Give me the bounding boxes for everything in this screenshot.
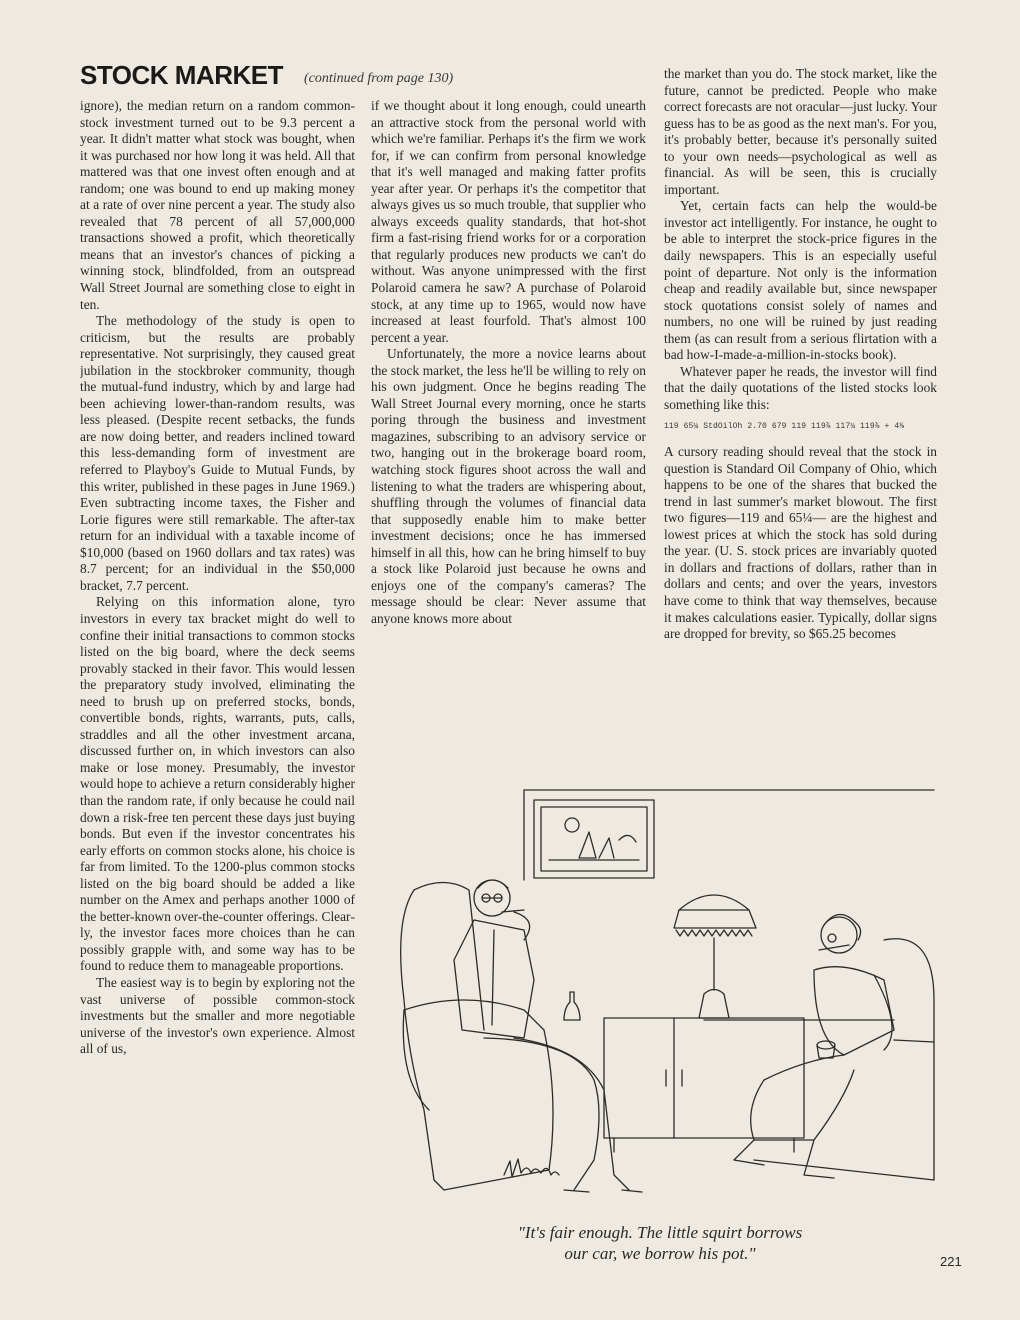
sideboard-cabinet	[604, 1018, 804, 1152]
caption-line-1: "It's fair enough. The little squirt borrows	[517, 1223, 803, 1242]
text-column-1	[80, 98, 355, 1258]
continued-note: (continued from page 130)	[304, 71, 454, 86]
paragraph: The methodology of the study is open to criticism, but the results are probably representative. Not surprisingly, they caused great jubilation in the stockbroker community, though the mutual-fund industry, which by and large had been achieving lower-than-random results, was less pleased. (Despite recent setbacks, the funds are now doing better, and readers inclined toward this less-demanding form of investment are referred to Playboy's Guide to Mutual Funds, by this writer, published in these pages in June 1969.) Even subtracting income taxes, the Fisher and Lorie figures were still remarkable. The after-tax return for an individual with a taxable income of $10,000 (based on 1960 dollars and tax rates) was 8.7 percent; for an individual in the $50,000 bracket, 7.7 percent.	[80, 313, 355, 593]
caption-line-2: our car, we borrow his pot."	[564, 1244, 756, 1263]
paragraph: Relying on this information alone, tyro investors in every tax bracket might do well to confine their initial transactions to common stocks listed on the big board, where the deck seems provably stacked in their favor. This would lessen the preparatory study involved, eliminating the need to brush up on preferred stocks, bonds, convertible bonds, rights, warrants, puts, calls, straddles and all the other investment arcana, discussed further on, in which investors can also make or lose money. Presumably, the investor would hope to achieve a return considerably higher than the random rate, if only because he could nail down a risk-free ten percent these days just buying bonds. But even if the investor concentrates his early efforts on common stocks alone, his choice is far from limited. To the 1200-plus common stocks listed on the big board should be added a like number on the Amex and perhaps another 1000 of the better-known over-the-counter offerings. Clearly, the investor faces more choices than he can possibly grapple with, and some way has to be found to reduce them to manageable proportions.	[80, 594, 355, 974]
paragraph: if we thought about it long enough, could unearth an attractive stock from the personal world with which we're familiar. Perhaps it's the firm we work for, if we can confirm from personal knowledge that it's well managed and making fatter profits year after year. Or perhaps it's the competitor that always gives us so much trouble, that supplier who always exceeds quality standards, that hot-shot firm a fast-rising friend works for or a corporation that regularly produces new products we can't do without. Was anyone unimpressed with the first Polaroid camera he saw? A purchase of Polaroid stock, at any time up to 1965, would now have increased at least fourfold. That's almost 100 percent a year.	[371, 98, 646, 345]
page-number: 221	[940, 1254, 962, 1269]
bottle	[564, 992, 580, 1020]
article-header	[80, 60, 660, 100]
room-lines	[524, 790, 934, 1020]
paragraph: Unfortunately, the more a novice learns about the stock market, the less he'll be willing to rely on his own judgment. Once he begins reading The Wall Street Journal every morning, once he starts poring through the business and investment magazines, subscribing to an advisory service or two, hanging out in the brokerage board room, watching stock figures shoot across the wall and listening to what the traders are whispering about, shuffling through the volumes of financial data that supposedly enable him to make better investment decisions; once he has immersed himself in all this, how can he bring himself to buy a stock like Polaroid just because he owns and enjoys one of the company's cameras? The message should be clear: Never assume that anyone knows more about	[371, 346, 646, 626]
cartoon-caption	[430, 1222, 890, 1264]
paragraph: A cursory reading should reveal that the stock in question is Standard Oil Company of Ohio, which happens to be one of the shares that bucked the trend in last summer's market blowout. The first two figures—119 and 65¼— are the highest and lowest prices at which the stock has sold during the year. (U. S. stock prices are invariably quoted in dollars and fractions of dollars, rather than in dollars and cents; and over the years, investors have come to think that way themselves, because it makes calculations easier. Typically, dollar signs are dropped for brevity, so $65.25 becomes	[664, 444, 937, 642]
paragraph: Whatever paper he reads, the investor will find that the daily quotations of the listed stocks look something like this:	[664, 363, 937, 412]
framed-sailboat-picture	[534, 800, 654, 878]
paragraph: the market than you do. The stock market, like the future, cannot be predicted. People who make correct forecasts are not oracular—just lucky. Your guess has to be as good as the next man's. For you, it's probably better, because it's personally suited to your own needs—psychological as well as financial. As will be seen, this is crucially important.	[664, 66, 937, 197]
stock-quotation-line: 119 65¼ StdOilOh 2.70 679 119 119⅞ 117¼ 119⅞ + 4⅜	[664, 422, 905, 432]
armchair	[401, 883, 553, 1191]
cartoon-illustration	[374, 780, 940, 1220]
paragraph: Yet, certain facts can help the would-be investor act intelligently. For instance, he ought to be able to interpret the stock-price figures in the daily newspapers. This is an especially useful point of departure. Not only is the information cheap and readily available but, since newspaper stock quotations consist solely of names and numbers, no one will be ruined by just reading them (as can result from a serious flirtation with a bad how-I-made-a-million-in-stocks book).	[664, 198, 937, 363]
paragraph: The easiest way is to begin by exploring not the vast universe of possible common-stock investments but the smaller and more negotiable universe of the investor's own experience. Almost all of us,	[80, 974, 355, 1057]
table-lamp	[674, 895, 756, 1018]
settee	[754, 939, 934, 1180]
text-column-2	[371, 98, 646, 760]
section-title: STOCK MARKET	[80, 60, 283, 90]
text-column-3	[664, 66, 937, 760]
paragraph: ignore), the median return on a random common-stock investment turned out to be 9.3 percent a year. It didn't matter what stock was bought, when it was purchased nor how long it was held. All that mattered was that one invest often enough and at random; one was bound to end up making money at a rate of over nine percent a year. The study also revealed that 78 percent of all 57,000,000 transactions showed a profit, which theoretically means that an investor's chances of picking a winning stock, blindfolded, from an outspread Wall Street Journal are something close to eight in ten.	[80, 98, 355, 312]
